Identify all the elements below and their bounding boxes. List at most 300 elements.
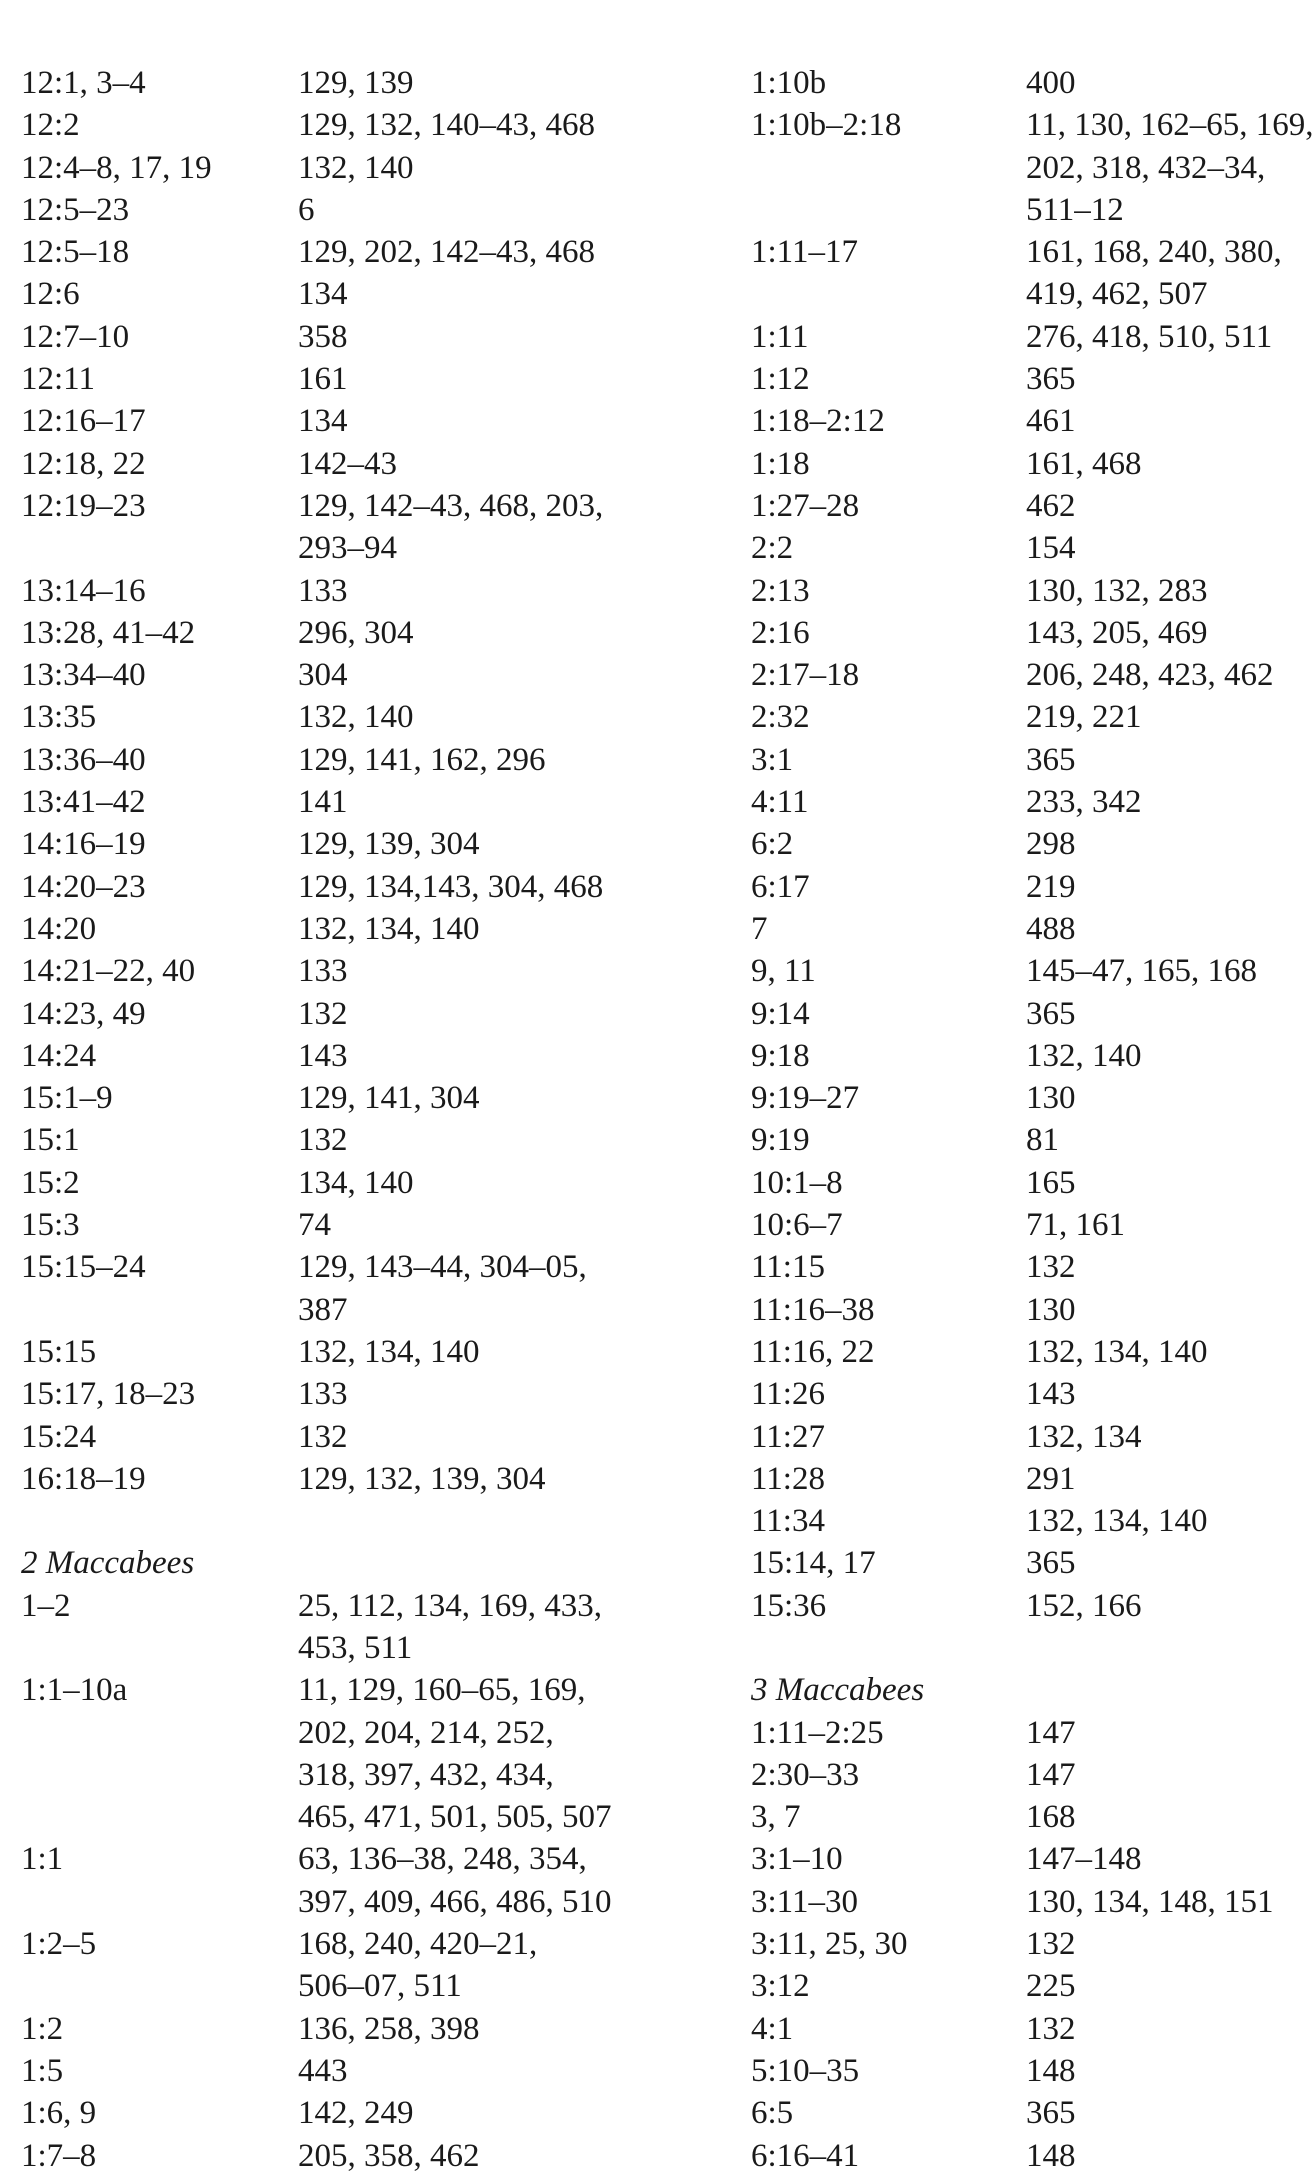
page-numbers-line: 130, 132, 283	[1026, 572, 1208, 609]
index-entry	[751, 696, 1315, 738]
passage-reference: 2:2	[751, 530, 794, 567]
page-numbers-line: 132	[298, 1122, 348, 1159]
page-numbers-line: 465, 471, 501, 505, 507	[298, 1799, 612, 1836]
passage-reference: 1:11–2:25	[751, 1714, 884, 1751]
page-numbers	[1026, 1162, 1315, 1204]
index-entry	[751, 2135, 1315, 2177]
passage-reference: 3, 7	[751, 1799, 801, 1836]
section-spacer	[751, 1627, 1315, 1669]
page-numbers	[298, 1077, 658, 1119]
page-numbers-line: 161, 168, 240, 380,	[1026, 234, 1282, 271]
index-entry	[751, 823, 1315, 865]
page-numbers-line: 365	[1026, 2095, 1076, 2132]
page-numbers-line: 134	[298, 276, 348, 313]
passage-reference: 11:27	[751, 1418, 825, 1455]
page-numbers-line: 462	[1026, 487, 1076, 524]
page-numbers-line: 291	[1026, 1460, 1076, 1497]
page-numbers-line: 145–47, 165, 168	[1026, 953, 1257, 990]
index-entry	[751, 1585, 1315, 1627]
page-numbers	[1026, 527, 1315, 569]
index-entry	[21, 823, 658, 865]
page-numbers	[298, 1669, 658, 1838]
index-entry	[751, 400, 1315, 442]
passage-reference: 15:15–24	[21, 1249, 146, 1286]
section-heading: 2 Maccabees	[21, 1545, 195, 1582]
passage-reference: 10:1–8	[751, 1164, 843, 1201]
page-numbers	[298, 781, 658, 823]
page-numbers	[298, 273, 658, 315]
passage-reference: 13:36–40	[21, 741, 146, 778]
index-entry	[21, 2092, 658, 2134]
index-entry	[21, 273, 658, 315]
passage-reference: 2:30–33	[751, 1756, 860, 1793]
section-heading: 3 Maccabees	[751, 1672, 925, 1709]
page-numbers-line: 443	[298, 2052, 348, 2089]
passage-reference: 1:1	[21, 1841, 64, 1878]
passage-reference: 12:7–10	[21, 318, 130, 355]
index-entry	[21, 147, 658, 189]
passage-reference: 14:23, 49	[21, 995, 146, 1032]
index-entry	[751, 485, 1315, 527]
index-entry	[751, 527, 1315, 569]
page-numbers-line: 168, 240, 420–21,	[298, 1926, 538, 1963]
section-spacer	[21, 1500, 658, 1542]
page-numbers-line: 134, 140	[298, 1164, 414, 1201]
passage-reference: 3:1–10	[751, 1841, 843, 1878]
page-numbers	[1026, 1035, 1315, 1077]
page-numbers-line: 154	[1026, 530, 1076, 567]
passage-reference: 1:11–17	[751, 234, 858, 271]
passage-reference: 1–2	[21, 1587, 71, 1624]
page-numbers-line: 148	[1026, 2052, 1076, 2089]
page-numbers	[1026, 1373, 1315, 1415]
page-numbers-line: 143	[1026, 1376, 1076, 1413]
index-entry	[21, 950, 658, 992]
page-numbers	[1026, 908, 1315, 950]
page-numbers-line: 219	[1026, 868, 1076, 905]
page-numbers-line: 358	[298, 318, 348, 355]
page-numbers	[298, 1331, 658, 1373]
passage-reference: 5:10–35	[751, 2052, 860, 2089]
passage-reference: 12:2	[21, 107, 80, 144]
index-entry	[751, 993, 1315, 1035]
passage-reference: 13:34–40	[21, 657, 146, 694]
page-numbers	[298, 104, 658, 146]
passage-reference: 3:1	[751, 741, 794, 778]
page-numbers	[1026, 1119, 1315, 1161]
page-numbers-line: 233, 342	[1026, 784, 1142, 821]
page-numbers-line: 129, 139, 304	[298, 826, 480, 863]
page-numbers	[1026, 2135, 1315, 2177]
index-entry	[21, 696, 658, 738]
page-numbers	[1026, 1585, 1315, 1627]
page-numbers	[1026, 485, 1315, 527]
passage-reference: 13:35	[21, 699, 97, 736]
page-numbers	[298, 739, 658, 781]
page-numbers	[298, 570, 658, 612]
index-entry	[21, 189, 658, 231]
page-numbers-line: 132, 134, 140	[298, 1333, 480, 1370]
page-numbers-line: 132, 134, 140	[1026, 1333, 1208, 1370]
page-numbers	[1026, 1077, 1315, 1119]
passage-reference: 9, 11	[751, 953, 816, 990]
page-numbers-line: 129, 143–44, 304–05,	[298, 1249, 587, 1286]
index-entry	[751, 1923, 1315, 1965]
page-numbers-line: 488	[1026, 910, 1076, 947]
passage-reference: 14:21–22, 40	[21, 953, 196, 990]
index-entry	[751, 950, 1315, 992]
passage-reference: 15:14, 17	[751, 1545, 876, 1582]
passage-reference: 1:5	[21, 2052, 64, 2089]
passage-reference: 6:17	[751, 868, 810, 905]
index-entry	[21, 104, 658, 146]
index-entry	[751, 1289, 1315, 1331]
index-entry	[21, 654, 658, 696]
page-numbers-line: 129, 202, 142–43, 468	[298, 234, 595, 271]
passage-reference: 13:14–16	[21, 572, 146, 609]
page-numbers	[1026, 231, 1315, 316]
page-numbers	[1026, 316, 1315, 358]
passage-reference: 15:36	[751, 1587, 827, 1624]
page-numbers-line: 129, 134,143, 304, 468	[298, 868, 604, 905]
passage-reference: 15:3	[21, 1207, 80, 1244]
page-numbers	[298, 1458, 658, 1500]
page-numbers	[1026, 2050, 1315, 2092]
index-entry	[21, 1373, 658, 1415]
passage-reference: 3:11, 25, 30	[751, 1926, 908, 1963]
index-entry	[751, 2050, 1315, 2092]
passage-reference: 9:14	[751, 995, 810, 1032]
page-numbers-line: 132	[298, 995, 348, 1032]
page-numbers-line: 365	[1026, 741, 1076, 778]
passage-reference: 12:6	[21, 276, 80, 313]
index-entry	[21, 1119, 658, 1161]
passage-reference: 15:1–9	[21, 1080, 113, 1117]
page-numbers-line: 136, 258, 398	[298, 2010, 480, 2047]
index-entry	[751, 1246, 1315, 1288]
index-entry	[751, 2008, 1315, 2050]
page-numbers-line: 276, 418, 510, 511	[1026, 318, 1273, 355]
page-numbers	[1026, 1458, 1315, 1500]
index-entry	[21, 358, 658, 400]
index-entry	[751, 1035, 1315, 1077]
page-numbers-line: 129, 132, 140–43, 468	[298, 107, 595, 144]
page-numbers-line: 132, 140	[1026, 1037, 1142, 1074]
index-entry	[751, 316, 1315, 358]
index-column-left	[21, 62, 658, 2177]
page-numbers	[1026, 612, 1315, 654]
page-numbers-line: 11, 129, 160–65, 169,	[298, 1672, 586, 1709]
passage-reference: 11:34	[751, 1503, 825, 1540]
page-numbers-line: 161	[298, 361, 348, 398]
page-numbers	[1026, 1881, 1315, 1923]
page-numbers	[1026, 781, 1315, 823]
index-entry	[21, 993, 658, 1035]
passage-reference: 12:18, 22	[21, 445, 146, 482]
passage-reference: 11:26	[751, 1376, 825, 1413]
page-numbers	[298, 358, 658, 400]
page-numbers-line: 205, 358, 462	[298, 2137, 480, 2174]
index-entry	[751, 1416, 1315, 1458]
page-numbers	[298, 62, 658, 104]
passage-reference: 14:20–23	[21, 868, 146, 905]
page-numbers	[1026, 1923, 1315, 1965]
passage-reference: 1:10b–2:18	[751, 107, 902, 144]
passage-reference: 15:1	[21, 1122, 80, 1159]
page-numbers	[298, 189, 658, 231]
page-numbers	[298, 1162, 658, 1204]
passage-reference: 1:6, 9	[21, 2095, 97, 2132]
index-entry	[751, 1881, 1315, 1923]
page-numbers	[298, 866, 658, 908]
page-numbers	[298, 1585, 658, 1670]
index-entry	[751, 570, 1315, 612]
page-numbers	[1026, 62, 1315, 104]
page-numbers	[1026, 1331, 1315, 1373]
page-numbers-line: 168	[1026, 1799, 1076, 1836]
page-numbers-line: 387	[298, 1291, 348, 1328]
index-entry	[21, 400, 658, 442]
index-entry	[751, 612, 1315, 654]
index-entry	[21, 1162, 658, 1204]
passage-reference: 11:28	[751, 1460, 825, 1497]
page-numbers-line: 71, 161	[1026, 1207, 1125, 1244]
page-numbers	[1026, 104, 1315, 231]
page-numbers	[298, 1246, 658, 1331]
page-numbers-line: 132, 134	[1026, 1418, 1142, 1455]
passage-reference: 1:7–8	[21, 2137, 97, 2174]
index-entry	[21, 2008, 658, 2050]
page-numbers	[1026, 2008, 1315, 2050]
page-numbers-line: 365	[1026, 995, 1076, 1032]
page-numbers-line: 142–43	[298, 445, 397, 482]
passage-reference: 9:18	[751, 1037, 810, 1074]
page-numbers-line: 133	[298, 953, 348, 990]
page-numbers-line: 129, 142–43, 468, 203,	[298, 487, 604, 524]
index-entry	[751, 1542, 1315, 1584]
page-numbers	[1026, 443, 1315, 485]
page-numbers	[298, 1923, 658, 2008]
page-numbers-line: 129, 141, 304	[298, 1080, 480, 1117]
index-entry	[751, 1754, 1315, 1796]
passage-reference: 1:18–2:12	[751, 403, 885, 440]
page-numbers	[1026, 1796, 1315, 1838]
page-numbers	[1026, 2092, 1315, 2134]
index-entry	[751, 1204, 1315, 1246]
page-numbers-line: 129, 139	[298, 65, 414, 101]
index-entry	[751, 1331, 1315, 1373]
page-numbers-line: 152, 166	[1026, 1587, 1142, 1624]
passage-reference: 7	[751, 910, 768, 947]
passage-reference: 16:18–19	[21, 1460, 146, 1497]
passage-reference: 13:28, 41–42	[21, 614, 196, 651]
page-numbers-line: 132, 140	[298, 149, 414, 186]
passage-reference: 12:11	[21, 361, 95, 398]
passage-reference: 15:24	[21, 1418, 97, 1455]
page-numbers-line: 25, 112, 134, 169, 433,	[298, 1587, 603, 1624]
page-numbers-line: 130, 134, 148, 151	[1026, 1883, 1274, 1920]
page-numbers	[298, 2050, 658, 2092]
page-numbers	[1026, 993, 1315, 1035]
page-numbers	[1026, 739, 1315, 781]
page-numbers	[298, 696, 658, 738]
passage-reference: 12:16–17	[21, 403, 146, 440]
index-entry	[751, 1077, 1315, 1119]
passage-reference: 2:13	[751, 572, 810, 609]
index-entry	[751, 1162, 1315, 1204]
passage-reference: 1:18	[751, 445, 810, 482]
index-entry	[751, 1500, 1315, 1542]
page-numbers	[298, 950, 658, 992]
page-numbers	[1026, 1542, 1315, 1584]
passage-reference: 12:1, 3–4	[21, 65, 146, 101]
index-entry	[751, 1119, 1315, 1161]
page-numbers-line: 74	[298, 1207, 331, 1244]
index-column-right	[751, 62, 1315, 2177]
page-numbers	[298, 147, 658, 189]
index-entry	[21, 739, 658, 781]
index-entry	[751, 654, 1315, 696]
page-numbers-line: 165	[1026, 1164, 1076, 1201]
passage-reference: 15:17, 18–23	[21, 1376, 196, 1413]
page-numbers-line: 130	[1026, 1291, 1076, 1328]
page-numbers	[1026, 1289, 1315, 1331]
page-numbers-line: 132	[1026, 1926, 1076, 1963]
page-numbers	[1026, 1965, 1315, 2007]
page-numbers	[1026, 358, 1315, 400]
index-entry	[21, 1838, 658, 1923]
page-numbers	[1026, 823, 1315, 865]
index-entry	[751, 866, 1315, 908]
page-numbers	[298, 1838, 658, 1923]
page-numbers-line: 148	[1026, 2137, 1076, 2174]
passage-reference: 11:15	[751, 1249, 825, 1286]
passage-reference: 10:6–7	[751, 1207, 843, 1244]
page-numbers-line: 304	[298, 657, 348, 694]
page-numbers-line: 143, 205, 469	[1026, 614, 1208, 651]
page-numbers-line: 293–94	[298, 530, 397, 567]
index-entry	[21, 485, 658, 570]
page-numbers	[298, 908, 658, 950]
index-entry	[751, 1965, 1315, 2007]
page-numbers-line: 318, 397, 432, 434,	[298, 1756, 554, 1793]
passage-reference: 4:1	[751, 2010, 794, 2047]
index-entry	[21, 2135, 658, 2177]
page-numbers-line: 397, 409, 466, 486, 510	[298, 1883, 612, 1920]
passage-reference: 12:4–8, 17, 19	[21, 149, 212, 186]
passage-reference: 14:24	[21, 1037, 97, 1074]
page-numbers	[1026, 1204, 1315, 1246]
page-numbers-line: 132, 134, 140	[1026, 1503, 1208, 1540]
index-entry	[21, 1246, 658, 1331]
passage-reference: 2:32	[751, 699, 810, 736]
index-entry	[751, 1458, 1315, 1500]
passage-reference: 14:16–19	[21, 826, 146, 863]
index-entry	[21, 781, 658, 823]
index-entry	[21, 1416, 658, 1458]
passage-reference: 11:16–38	[751, 1291, 875, 1328]
page-numbers-line: 506–07, 511	[298, 1968, 462, 2005]
passage-reference: 14:20	[21, 910, 97, 947]
page-numbers-line: 132, 140	[298, 699, 414, 736]
page-numbers-line: 511–12	[1026, 191, 1124, 228]
page-numbers	[298, 1204, 658, 1246]
page-numbers-line: 147–148	[1026, 1841, 1142, 1878]
index-entry	[751, 62, 1315, 104]
page-numbers-line: 298	[1026, 826, 1076, 863]
index-entry	[21, 231, 658, 273]
page-numbers-line: 461	[1026, 403, 1076, 440]
page-numbers-line: 11, 130, 162–65, 169,	[1026, 107, 1314, 144]
passage-reference: 6:5	[751, 2095, 794, 2132]
passage-reference: 6:16–41	[751, 2137, 860, 2174]
passage-reference: 1:12	[751, 361, 810, 398]
index-entry	[751, 104, 1315, 231]
passage-reference: 6:2	[751, 826, 794, 863]
page-numbers	[298, 2135, 658, 2177]
page-numbers-line: 400	[1026, 65, 1076, 101]
page-numbers	[298, 316, 658, 358]
page-numbers-line: 81	[1026, 1122, 1059, 1159]
index-entry	[21, 1035, 658, 1077]
page-numbers-line: 132	[298, 1418, 348, 1455]
index-entry	[751, 2092, 1315, 2134]
page-numbers	[1026, 866, 1315, 908]
page-numbers-line: 202, 204, 214, 252,	[298, 1714, 554, 1751]
index-entry	[21, 908, 658, 950]
page-numbers	[298, 2092, 658, 2134]
index-entry	[751, 1796, 1315, 1838]
page-numbers	[298, 2008, 658, 2050]
page-numbers-line: 130	[1026, 1080, 1076, 1117]
passage-reference: 2:16	[751, 614, 810, 651]
page-numbers	[1026, 950, 1315, 992]
page-numbers-line: 6	[298, 191, 315, 228]
index-entry	[751, 739, 1315, 781]
page-numbers	[1026, 1838, 1315, 1880]
page-numbers-line: 225	[1026, 1968, 1076, 2005]
page-numbers-line: 132, 134, 140	[298, 910, 480, 947]
index-entry	[751, 1838, 1315, 1880]
page-numbers	[298, 654, 658, 696]
page-numbers	[298, 612, 658, 654]
index-entry	[21, 612, 658, 654]
page-numbers-line: 453, 511	[298, 1629, 413, 1666]
index-entry	[21, 443, 658, 485]
index-entry	[751, 908, 1315, 950]
index-entry	[21, 2050, 658, 2092]
passage-reference: 9:19–27	[751, 1080, 860, 1117]
index-entry	[751, 1712, 1315, 1754]
page-numbers-line: 142, 249	[298, 2095, 414, 2132]
passage-reference: 12:5–18	[21, 234, 130, 271]
page-numbers-line: 133	[298, 1376, 348, 1413]
passage-reference: 12:19–23	[21, 487, 146, 524]
index-entry	[21, 1331, 658, 1373]
page-numbers	[1026, 1500, 1315, 1542]
page-numbers-line: 419, 462, 507	[1026, 276, 1208, 313]
page-numbers	[298, 823, 658, 865]
passage-reference: 4:11	[751, 784, 809, 821]
index-entry	[21, 1669, 658, 1838]
page-numbers	[1026, 654, 1315, 696]
index-entry	[21, 570, 658, 612]
page-numbers	[1026, 696, 1315, 738]
index-entry	[21, 1585, 658, 1670]
page-numbers-line: 147	[1026, 1714, 1076, 1751]
passage-reference: 1:2–5	[21, 1926, 97, 1963]
page-numbers	[298, 231, 658, 273]
